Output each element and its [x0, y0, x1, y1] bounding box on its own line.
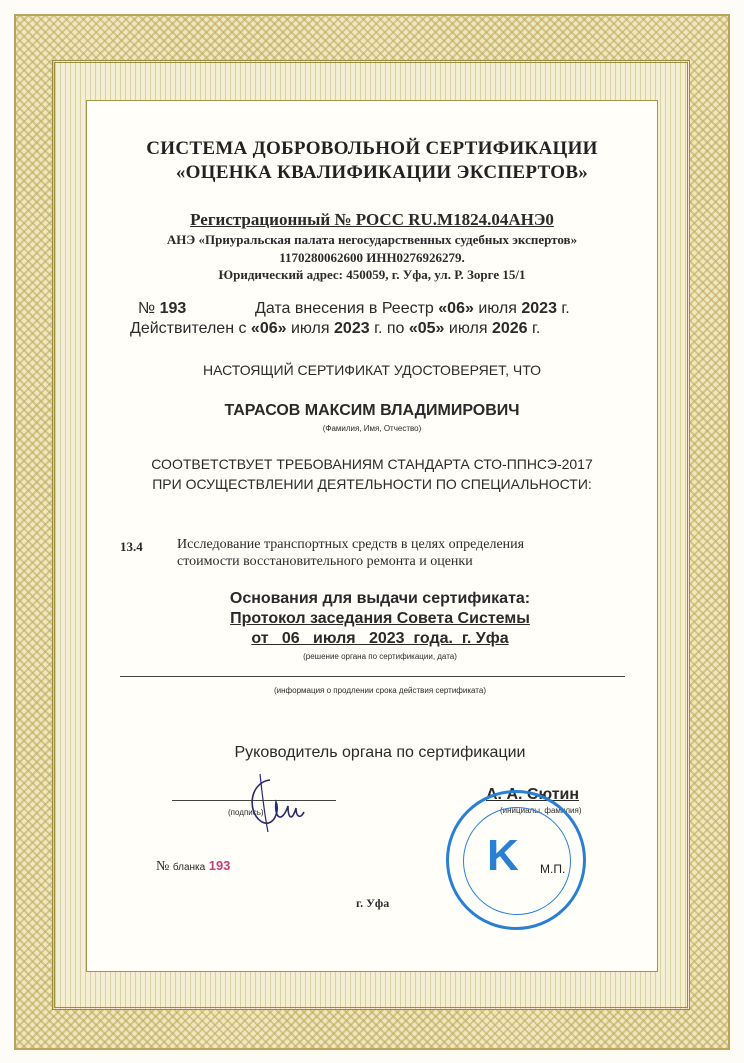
- valid-prefix: Действителен с: [130, 320, 247, 337]
- system-subtitle: «ОЦЕНКА КВАЛИФИКАЦИИ ЭКСПЕРТОВ»: [175, 162, 589, 183]
- compliance-line-1: СООТВЕТСТВУЕТ ТРЕБОВАНИЯМ СТАНДАРТА СТО-ППНСЭ-2017: [151, 456, 593, 472]
- extension-caption: (информация о продлении срока действия сертификата): [274, 686, 486, 695]
- valid-from-month: июля: [290, 320, 330, 337]
- seal-mark: М.П.: [540, 862, 566, 876]
- valid-to-day: «05»: [408, 320, 445, 337]
- organization-seal: [446, 790, 586, 930]
- issue-city: г. Уфа: [356, 896, 390, 910]
- basis-date: от 06 июля 2023 года. г. Уфа: [251, 630, 509, 647]
- signature-caption: (подпись): [228, 808, 264, 817]
- system-title: СИСТЕМА ДОБРОВОЛЬНОЙ СЕРТИФИКАЦИИ: [146, 138, 598, 159]
- basis-title: Основания для выдачи сертификата:: [229, 590, 531, 607]
- holder-name: ТАРАСОВ МАКСИМ ВЛАДИМИРОВИЧ: [224, 402, 520, 419]
- date-entry-year: 2023: [521, 300, 557, 317]
- certification-statement: НАСТОЯЩИЙ СЕРТИФИКАТ УДОСТОВЕРЯЕТ, ЧТО: [202, 362, 542, 378]
- number-value: 193: [159, 300, 187, 317]
- validity-period: [130, 320, 540, 338]
- blank-number-value: 193: [208, 858, 231, 873]
- valid-to-month: июля: [448, 320, 488, 337]
- seal-logo-icon: K: [487, 831, 519, 880]
- date-entry-day: «06»: [438, 300, 474, 317]
- holder-name-caption: (Фамилия, Имя, Отчество): [322, 424, 422, 433]
- specialty-text-line-1: Исследование транспортных средств в целях определения: [177, 537, 525, 552]
- compliance-line-2: ПРИ ОСУЩЕСТВЛЕНИИ ДЕЯТЕЛЬНОСТИ ПО СПЕЦИАЛЬНОСТИ:: [152, 476, 592, 492]
- signatory-name: А. А. Сютин: [486, 786, 580, 803]
- legal-address: Юридический адрес: 450059, г. Уфа, ул. Р. Зорге 15/1: [218, 267, 526, 282]
- signatory-name-caption: (инициалы, фамилия): [500, 806, 582, 815]
- date-entry-label: Дата внесения в Реестр: [255, 300, 434, 317]
- date-entry-suffix: г.: [561, 300, 570, 317]
- extension-line: [120, 676, 625, 677]
- blank-word: бланка: [172, 862, 206, 873]
- date-entry-month: июля: [478, 300, 517, 317]
- organization-ids: 1170280062600 ИНН0276926279.: [279, 250, 465, 265]
- valid-from-year: 2023: [334, 320, 370, 337]
- valid-to-year: 2026: [491, 320, 528, 337]
- blank-number-block: [156, 858, 230, 875]
- registry-entry-date: [255, 300, 570, 318]
- number-label: №: [138, 300, 156, 317]
- specialty-text-line-2: стоимости восстановительного ремонта и оценки: [177, 554, 473, 569]
- basis-protocol: Протокол заседания Совета Системы: [230, 610, 530, 627]
- valid-to-suffix: г.: [532, 320, 541, 337]
- specialty-code: 13.4: [120, 539, 143, 554]
- registration-number: Регистрационный № РОСС RU.M1824.04АНЭ0: [190, 210, 554, 229]
- blank-number-label: №: [156, 859, 170, 874]
- handwritten-signature: [240, 772, 310, 834]
- valid-from-day: «06»: [250, 320, 287, 337]
- organization-name: АНЭ «Приуральская палата негосударственных судебных экспертов»: [166, 232, 578, 247]
- certificate-number: [138, 300, 186, 318]
- signatory-role: Руководитель органа по сертификации: [234, 744, 526, 761]
- basis-caption: (решение органа по сертификации, дата): [303, 652, 457, 661]
- valid-to-label: г. по: [374, 320, 405, 337]
